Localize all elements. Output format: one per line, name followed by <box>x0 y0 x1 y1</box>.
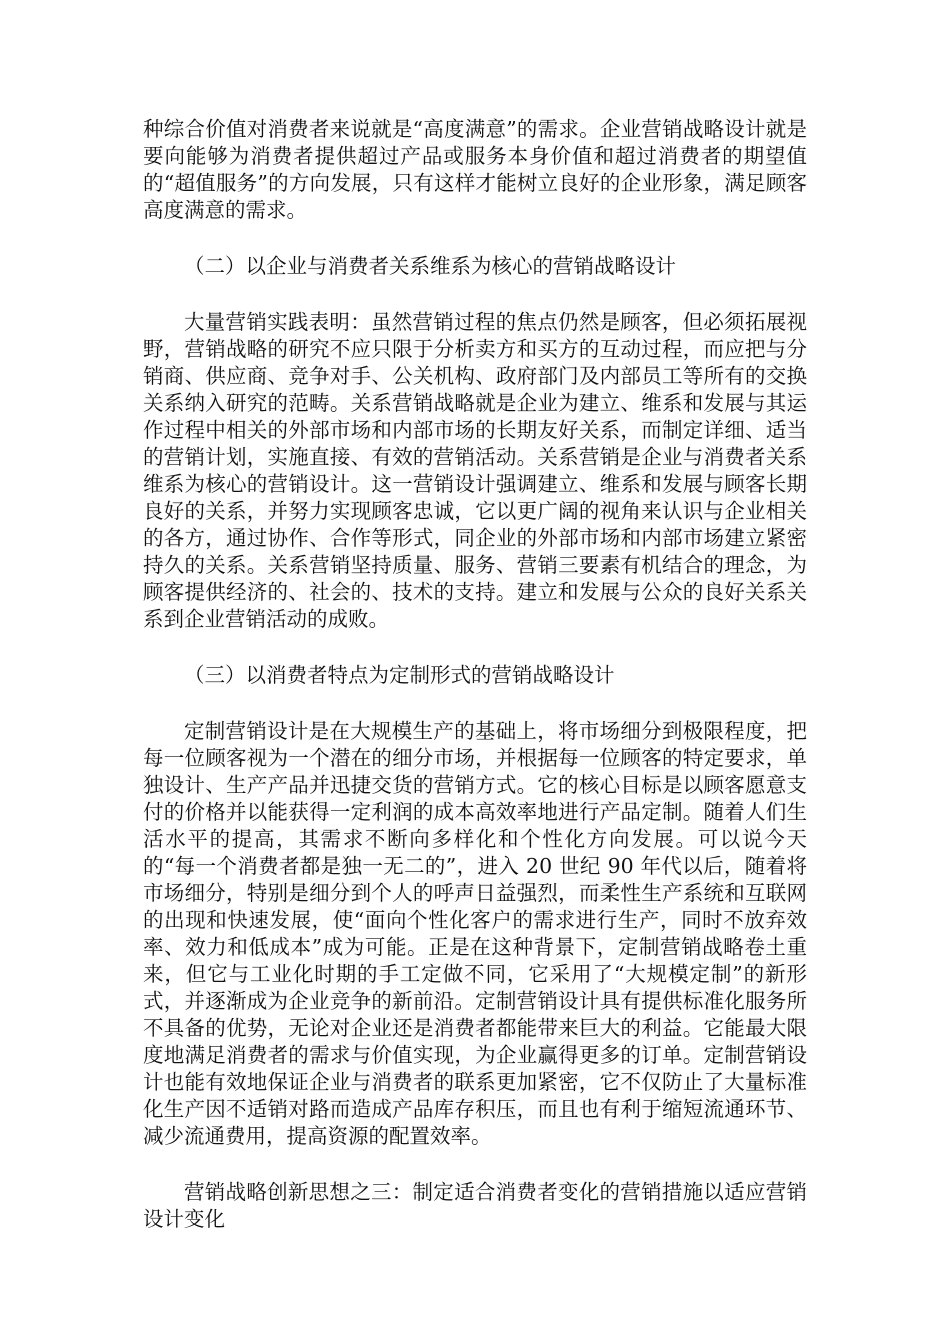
paragraph-innovation-three: 营销战略创新思想之三：制定适合消费者变化的营销措施以适应营销设计变化 <box>143 1180 807 1231</box>
paragraph-custom-marketing: 定制营销设计是在大规模生产的基础上，将市场细分到极限程度，把每一位顾客视为一个潜在的细分市场，并根据每一位顾客的特定要求，单独设计、生产产品并迅捷交货的营销方式。它的核心目标是以顾客愿意支付的价格并以能获得一定利润的成本高效率地进行产品定制。随着人们生活水平的提高，其需求不断向多样化和个性化方向发展。可以说今天的“每一个消费者都是独一无二的”，进入 20 世纪 90 年代以后，随着将市场细分，特别是细分到个人的呼声日益强烈，而柔性生产系统和互联网的出现和快速发展，使“面向个性化客户的需求进行生产，同时不放弃效率、效力和低成本”成为可能。正是在这种背景下，定制营销战略卷土重来，但它与工业化时期的手工定做不同，它采用了“大规模定制”的新形式，并逐渐成为企业竞争的新前沿。定制营销设计具有提供标准化服务所不具备的优势，无论对企业还是消费者都能带来巨大的利益。它能最大限度地满足消费者的需求与价值实现，为企业赢得更多的订单。定制营销设计也能有效地保证企业与消费者的联系更加紧密，它不仅防止了大量标准化生产因不适销对路而造成产品库存积压，而且也有利于缩短流通环节、减少流通费用，提高资源的配置效率。 <box>143 719 807 1148</box>
section-heading-3: （三）以消费者特点为定制形式的营销战略设计 <box>184 663 615 687</box>
paragraph-relationship-marketing: 大量营销实践表明：虽然营销过程的焦点仍然是顾客，但必须拓展视野，营销战略的研究不应只限于分析卖方和买方的互动过程，而应把与分销商、供应商、竞争对手、公关机构、政府部门及内部员工等所有的交换关系纳入研究的范畴。关系营销战略就是企业为建立、维系和发展与其运作过程中相关的外部市场和内部市场的长期友好关系，而制定详细、适当的营销计划，实施直接、有效的营销活动。关系营销是企业与消费者关系维系为核心的营销设计。这一营销设计强调建立、维系和发展与顾客长期良好的关系，并努力实现顾客忠诚，它以更广阔的视角来认识与企业相关的各方，通过协作、合作等形式，同企业的外部市场和内部市场建立紧密持久的关系。关系营销坚持质量、服务、营销三要素有机结合的理念，为顾客提供经济的、社会的、技术的支持。建立和发展与公众的良好关系关系到企业营销活动的成败。 <box>143 310 807 631</box>
paragraph-intro: 种综合价值对消费者来说就是“高度满意”的需求。企业营销战略设计就是要向能够为消费者提供超过产品或服务本身价值和超过消费者的期望值的“超值服务”的方向发展，只有这样才能树立良好的企业形象，满足顾客高度满意的需求。 <box>143 117 807 222</box>
document-page <box>143 116 807 1233</box>
section-heading-2: （二）以企业与消费者关系维系为核心的营销战略设计 <box>184 254 676 278</box>
